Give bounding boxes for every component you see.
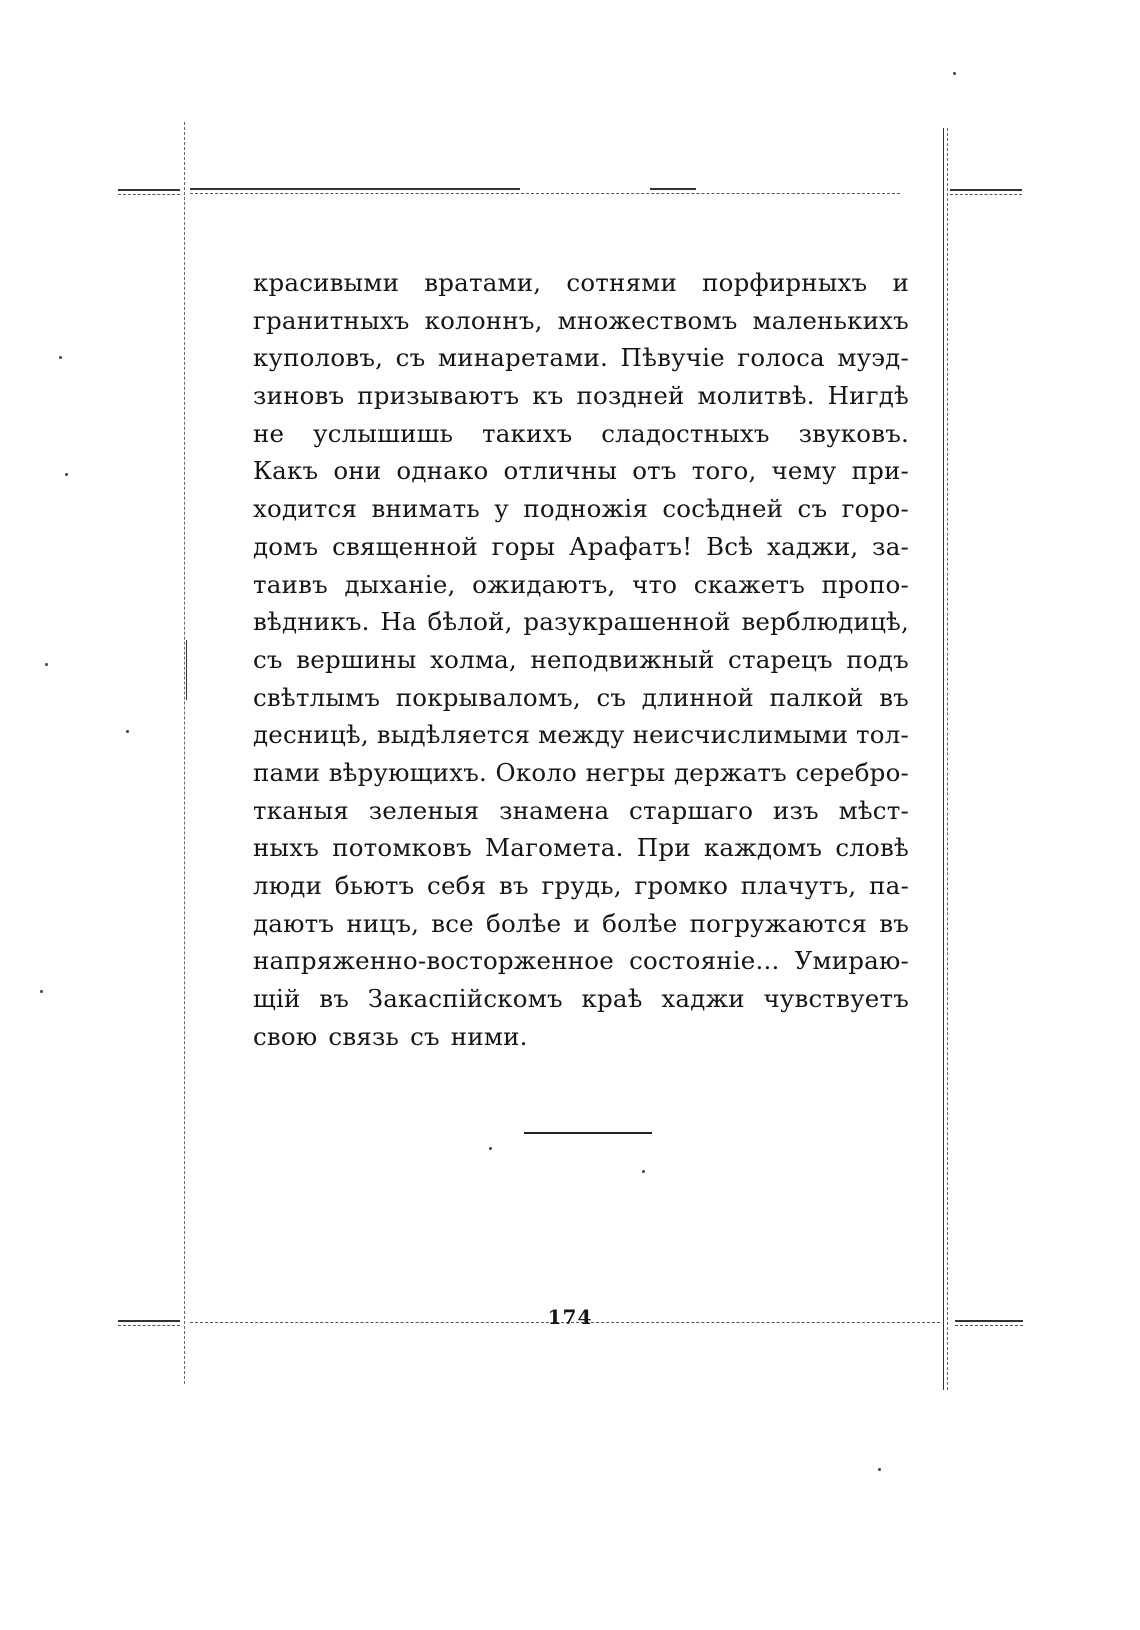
text-line: домъ священной горы Арафатъ! Всѣ хаджи, за- <box>253 531 909 561</box>
top-frame-rule-dashed <box>190 193 900 194</box>
text-line: таивъ дыханiе, ожидаютъ, что скажетъ пропо- <box>253 569 909 599</box>
text-line: Какъ они однако отличны отъ того, чему при- <box>253 456 909 486</box>
scan-speck <box>40 990 43 993</box>
text-line: десницѣ, выдѣляется между неисчислимыми тол- <box>253 720 909 750</box>
text-line: люди бьютъ себя въ грудь, громко плачутъ, па- <box>253 871 909 900</box>
left-frame-margin-line-solid <box>186 640 187 700</box>
scan-speck <box>489 1147 492 1150</box>
text-line: свѣтлымъ покрываломъ, съ длинной палкой въ <box>253 682 909 712</box>
right-frame-margin-line <box>943 128 944 1390</box>
closing-rule <box>524 1132 652 1134</box>
scan-speck <box>642 1170 645 1173</box>
text-line: даютъ ницъ, все болѣе и болѣе погружаются въ <box>253 908 909 938</box>
text-line: напряженно-восторженное состоянiе... Умираю- <box>253 946 909 976</box>
text-line: гранитныхъ колоннъ, множествомъ маленькихъ <box>253 305 909 335</box>
top-frame-rule-right <box>950 189 1022 191</box>
scan-speck <box>59 356 62 359</box>
text-line: куполовъ, съ минаретами. Пѣвучiе голоса муэд- <box>253 343 909 373</box>
body-text <box>253 264 909 1055</box>
scan-speck <box>126 730 129 733</box>
text-line: съ вершины холма, неподвижный старецъ подъ <box>253 644 909 674</box>
page-number: 174 <box>547 1305 593 1329</box>
text-line: не услышишь такихъ сладостныхъ звуковъ. <box>253 418 909 448</box>
top-frame-rule-left-thin <box>118 194 180 195</box>
left-frame-margin-line <box>184 122 185 1384</box>
text-line: зиновъ призываютъ къ поздней молитвѣ. Нигдѣ <box>253 381 909 411</box>
text-line: тканыя зеленыя знамена старшаго изъ мѣст- <box>253 795 909 825</box>
text-line: щiй въ Закаспiйскомъ краѣ хаджи чувствуетъ <box>253 984 909 1014</box>
top-frame-rule <box>190 188 520 190</box>
top-frame-rule-mid <box>650 188 696 190</box>
scan-speck <box>878 1468 881 1471</box>
text-line: красивыми вратами, сотнями порфирныхъ и <box>253 268 909 297</box>
scan-speck <box>45 663 48 666</box>
text-line: пами вѣрующихъ. Около негры держатъ серебро- <box>253 757 909 787</box>
text-line: свою связь съ ними. <box>253 1021 528 1051</box>
text-line: ныхъ потомковъ Магомета. При каждомъ словѣ <box>253 833 909 863</box>
right-frame-margin-line-dashed <box>947 128 948 1390</box>
scan-speck <box>953 72 956 75</box>
top-frame-rule-right-thin <box>950 194 1022 195</box>
top-frame-rule-left <box>118 189 180 191</box>
text-line: ходится внимать у подножiя сосѣдней съ горо- <box>253 494 909 524</box>
scan-speck <box>65 473 68 476</box>
text-line: вѣдникъ. На бѣлой, разукрашенной верблюдицѣ, <box>253 607 909 637</box>
